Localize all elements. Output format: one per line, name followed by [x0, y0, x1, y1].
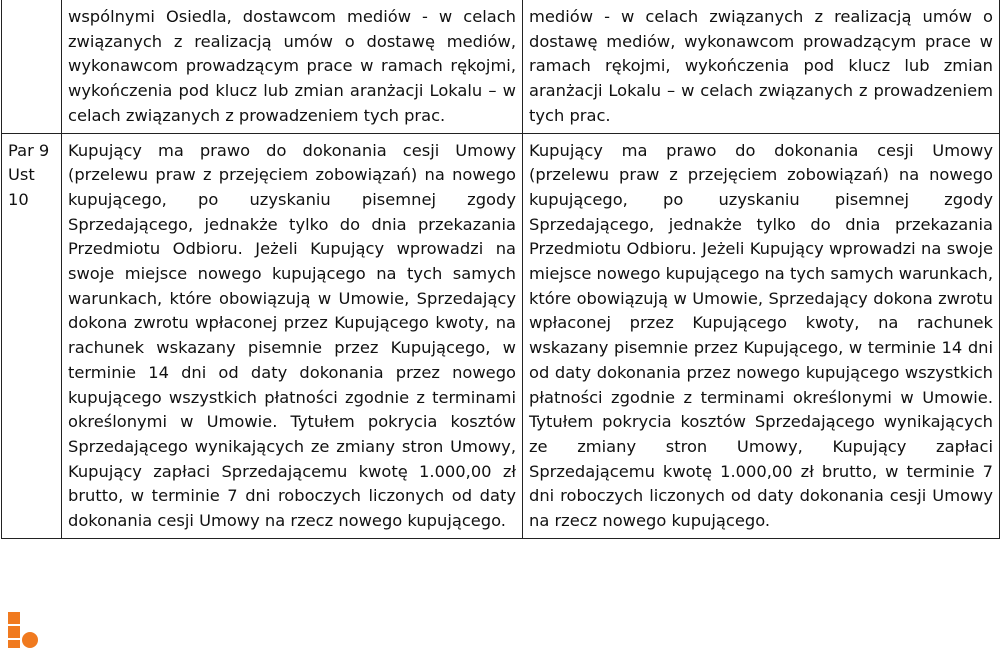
row-label-cell — [2, 0, 62, 133]
table-row — [2, 0, 1000, 133]
row-label-cell — [2, 133, 62, 538]
logo-square — [8, 640, 20, 648]
paragraph-number: Par 9 — [8, 140, 50, 160]
logo-square — [8, 626, 20, 638]
original-text-cell: wspólnymi Osiedla, dostawcom mediów - w celach związanych z realizacją umów o dostawę mediów, wykonawcom prowadzącym prace w ramach rękojmi, wykończenia pod klucz lub zmian aranżacji Lokalu – w celach związanych z prowadzeniem tych prac. — [62, 0, 523, 133]
section-number: 10 — [8, 189, 29, 209]
brand-logo-icon — [8, 612, 42, 648]
proposed-text-cell: Kupujący ma prawo do dokonania cesji Umowy (przelewu praw z przejęciem zobowiązań) na nowego kupującego, po uzyskaniu pisemnej zgody Sprzedającego, jednakże tylko do dnia przekazania Przedmiotu Odbioru. Jeżeli Kupujący wprowadzi na swoje miejsce nowego kupującego na tych samych warunkach, które obowiązują w Umowie, Sprzedający dokona zwrotu wpłaconej przez Kupującego kwoty, na rachunek wskazany pisemnie przez Kupującego, w terminie 14 dni od daty dokonania przez nowego kupującego wszystkich płatności zgodnie z terminami określonymi w Umowie. Tytułem pokrycia kosztów Sprzedającego wynikających ze zmiany stron Umowy, Kupujący zapłaci Sprzedającemu kwotę 1.000,00 zł brutto, w terminie 7 dni roboczych liczonych od daty dokonania cesji Umowy na rzecz nowego kupującego. — [523, 133, 1000, 538]
proposed-text-cell: mediów - w celach związanych z realizacją umów o dostawę mediów, wykonawcom prowadzącym prace w ramach rękojmi, wykończenia pod klucz lub zmian aranżacji Lokalu – w celach związanych z prowadzeniem tych prac. — [523, 0, 1000, 133]
logo-square — [8, 612, 20, 624]
logo-dot — [22, 632, 38, 648]
original-text-cell: Kupujący ma prawo do dokonania cesji Umowy (przelewu praw z przejęciem zobowiązań) na nowego kupującego, po uzyskaniu pisemnej zgody Sprzedającego, jednakże tylko do dnia przekazania Przedmiotu Odbioru. Jeżeli Kupujący wprowadzi na swoje miejsce nowego kupującego na tych samych warunkach, które obowiązują w Umowie, Sprzedający dokona zwrotu wpłaconej przez Kupującego kwoty, na rachunek wskazany pisemnie przez Kupującego, w terminie 14 dni od daty dokonania przez nowego kupującego wszystkich płatności zgodnie z terminami określonymi w Umowie. Tytułem pokrycia kosztów Sprzedającego wynikających ze zmiany stron Umowy, Kupujący zapłaci Sprzedającemu kwotę 1.000,00 zł brutto, w terminie 7 dni roboczych liczonych od daty dokonania cesji Umowy na rzecz nowego kupującego. — [62, 133, 523, 538]
table-row — [2, 133, 1000, 538]
comparison-table — [1, 0, 1000, 539]
section-label: Ust — [8, 165, 35, 185]
